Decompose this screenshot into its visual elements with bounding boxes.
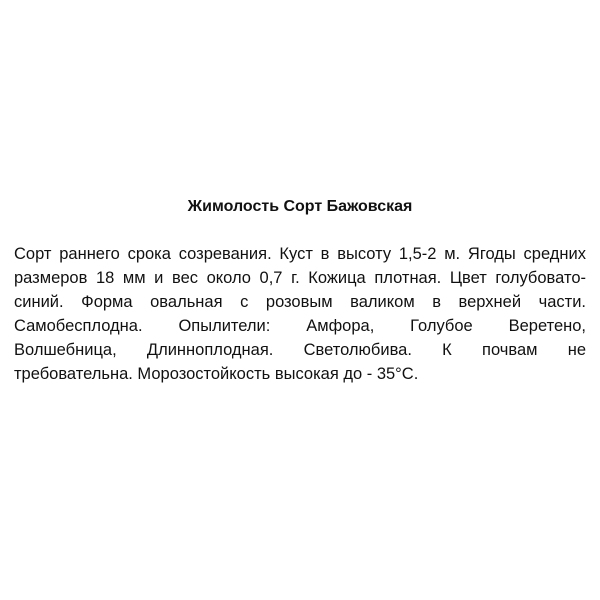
product-description (14, 196, 586, 386)
description-line-6: требовательна. Морозостойкость высокая до - 35°С. (14, 365, 419, 383)
description-line-5: Волшебница, Длинноплодная. Светолюбива. К почвам не (14, 341, 586, 359)
description-line-1: Сорт раннего срока созревания. Куст в высоту 1,5-2 м. Ягоды средних (14, 245, 586, 263)
page-title: Жимолость Сорт Бажовская (187, 198, 413, 215)
description-body (14, 242, 586, 386)
description-line-2: размеров 18 мм и вес около 0,7 г. Кожица плотная. Цвет голубовато- (14, 269, 586, 287)
description-line-3: синий. Форма овальная с розовым валиком в верхней части. (14, 293, 586, 311)
description-line-4: Самобесплодна. Опылители: Амфора, Голубое Веретено, (14, 317, 586, 335)
